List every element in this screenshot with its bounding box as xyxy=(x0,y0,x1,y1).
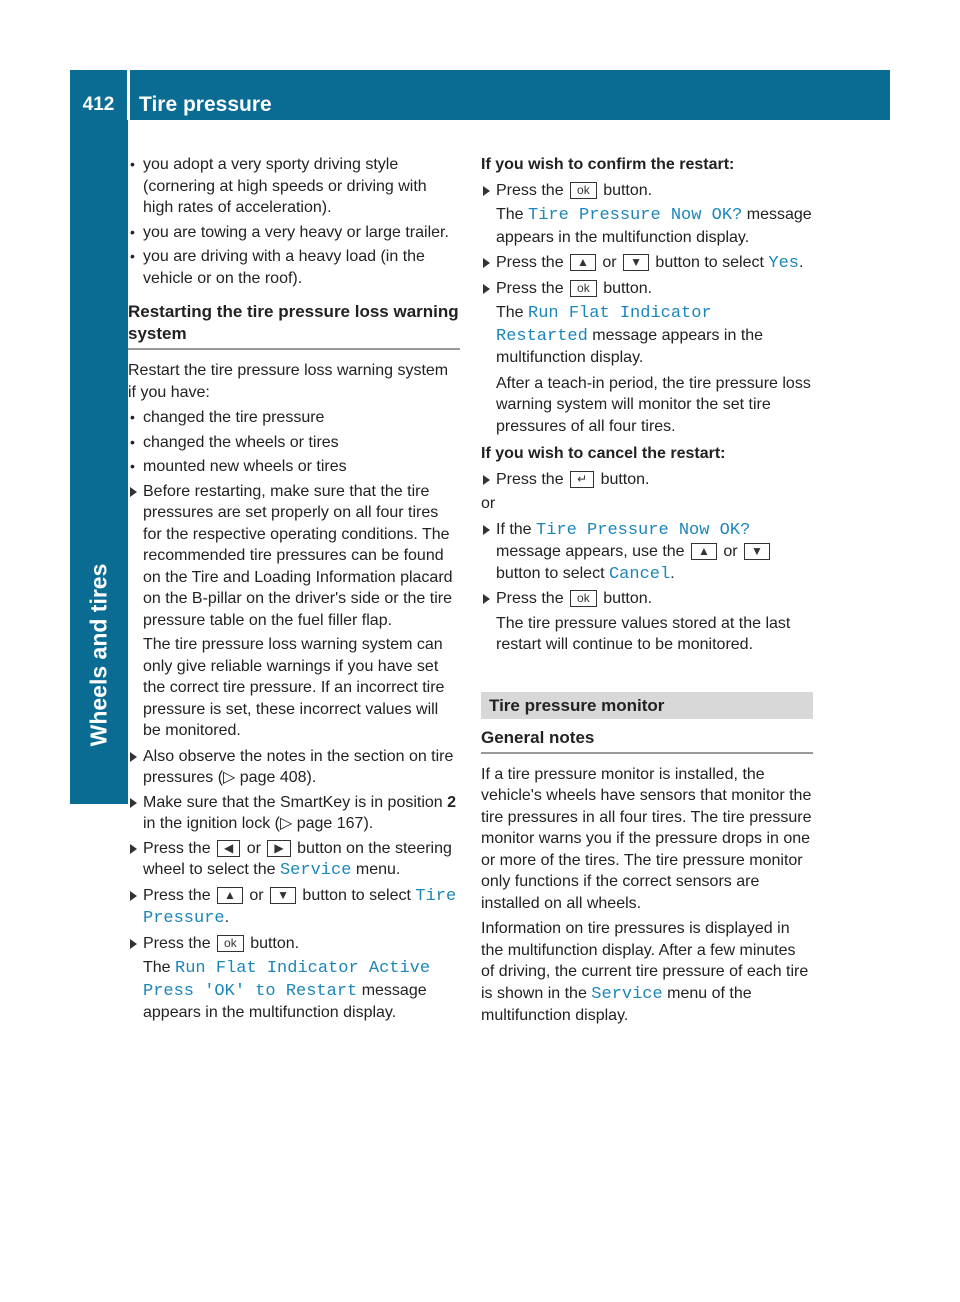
up-button-icon: ▲ xyxy=(217,887,243,904)
step-note: The Run Flat Indicator Restarted message appears in the multifunction display. xyxy=(496,304,764,366)
up-button-icon: ▲ xyxy=(570,254,596,271)
step-item: Press the ▲ or ▼ button to select Tire Pressure. xyxy=(128,885,460,930)
page-ref-link[interactable]: ▷ page 408 xyxy=(223,769,307,786)
display-text: Tire Pressure Now OK? xyxy=(528,206,743,225)
down-button-icon: ▼ xyxy=(270,887,296,904)
subheading: If you wish to cancel the restart: xyxy=(481,445,726,462)
list-item: • you are driving with a heavy load (in the vehicle or on the roof). xyxy=(128,246,460,289)
step-item: Press the ◀ or ▶ button on the steering wheel to select the Service menu. xyxy=(128,838,460,882)
list-item: • changed the wheels or tires xyxy=(128,432,460,454)
section-heading: Restarting the tire pressure loss warning system xyxy=(128,301,460,350)
step-item: Press the ok button. xyxy=(128,933,460,955)
section-heading: General notes xyxy=(481,727,813,754)
down-button-icon: ▼ xyxy=(623,254,649,271)
step-item: Also observe the notes in the section on tire pressures (▷ page 408). xyxy=(128,746,460,789)
or-text: or xyxy=(481,495,496,512)
display-text: Run Flat Indicator Restarted xyxy=(496,304,712,346)
step-item: Before restarting, make sure that the tire pressures are set properly on all four tires for the respective operating conditions. The recommended tire pressures can be found on the Tire and Loading Information placard on the B-pillar on the driver's side or the tire pressure table on the fuel filler flap. xyxy=(128,481,460,632)
box-heading: Tire pressure monitor xyxy=(481,692,813,719)
ok-button-icon: ok xyxy=(217,935,244,952)
display-text: Service xyxy=(279,861,352,880)
page-number: 412 xyxy=(82,94,115,115)
right-arrow-button-icon: ▶ xyxy=(267,840,290,857)
list-item: • you adopt a very sporty driving style (cornering at high speeds or driving with high rates of acceleration). xyxy=(128,154,460,219)
step-note: The Tire Pressure Now OK? message appears in the multifunction display. xyxy=(496,206,812,246)
page-ref-link[interactable]: ▷ page 167 xyxy=(279,815,364,832)
header-separator xyxy=(127,70,130,120)
step-item: Make sure that the SmartKey is in position 2 in the ignition lock (▷ page 167). xyxy=(128,792,460,835)
step-item: Press the ok button. xyxy=(481,278,813,300)
ok-button-icon: ok xyxy=(570,182,597,199)
right-column xyxy=(481,154,813,1031)
step-item: Press the ok button. xyxy=(481,180,813,202)
step-note: The tire pressure values stored at the last restart will continue to be monitored. xyxy=(496,614,791,653)
display-text: Yes xyxy=(768,254,799,273)
ok-button-icon: ok xyxy=(570,280,597,297)
step-item: Press the ↵ button. xyxy=(481,469,813,491)
subheading: If you wish to confirm the restart: xyxy=(481,156,735,173)
display-text: Cancel xyxy=(608,564,671,584)
left-arrow-button-icon: ◀ xyxy=(217,840,240,857)
display-text: Service xyxy=(591,984,663,1004)
step-item: Press the ▲ or ▼ button to select Yes. xyxy=(481,252,813,275)
step-note: The tire pressure loss warning system can only give reliable warnings if you have set the correct tire pressure. If an incorrect tire pressure is set, these incorrect values will be monitored. xyxy=(143,636,445,739)
display-text: Tire Pressure xyxy=(143,886,457,928)
step-item: If the Tire Pressure Now OK? message appears, use the ▲ or ▼ button to select Cancel. xyxy=(481,519,813,586)
display-text: Run Flat Indicator Active xyxy=(175,959,431,978)
list-item: • changed the tire pressure xyxy=(128,407,460,429)
left-column xyxy=(128,154,460,1028)
down-button-icon: ▼ xyxy=(744,543,770,560)
list-item: • mounted new wheels or tires xyxy=(128,456,460,478)
intro-text: Restart the tire pressure loss warning system if you have: xyxy=(128,362,449,401)
page-title: Tire pressure xyxy=(139,93,272,116)
side-tab-label: Wheels and tires xyxy=(85,563,112,747)
back-button-icon: ↵ xyxy=(570,471,594,488)
step-item: Press the ok button. xyxy=(481,588,813,610)
ok-button-icon: ok xyxy=(570,590,597,607)
step-note: After a teach-in period, the tire pressure loss warning system will monitor the set tire pressures of all four tires. xyxy=(496,374,811,435)
up-button-icon: ▲ xyxy=(691,543,717,560)
display-text: Tire Pressure Now OK? xyxy=(536,520,751,540)
step-note: The Run Flat Indicator Active Press 'OK' to Restart message appears in the multifunction display. xyxy=(143,959,431,1021)
paragraph: If a tire pressure monitor is installed, the vehicle's wheels have sensors that monitor the tire pressures in all four tires. The tire pressure monitor warns you if the pressure drops in one or more of the tires. The tire pressure monitor only functions if the correct sensors are installed on all wheels. xyxy=(481,765,812,912)
display-text: Press 'OK' to Restart xyxy=(143,981,358,1001)
list-item: • you are towing a very heavy or large trailer. xyxy=(128,222,460,244)
paragraph: Information on tire pressures is displayed in the multifunction display. After a few minutes of driving, the current tire pressure of each tire is shown in the Service menu of the multifunction display. xyxy=(481,920,809,1024)
key-position: 2 xyxy=(447,793,457,811)
